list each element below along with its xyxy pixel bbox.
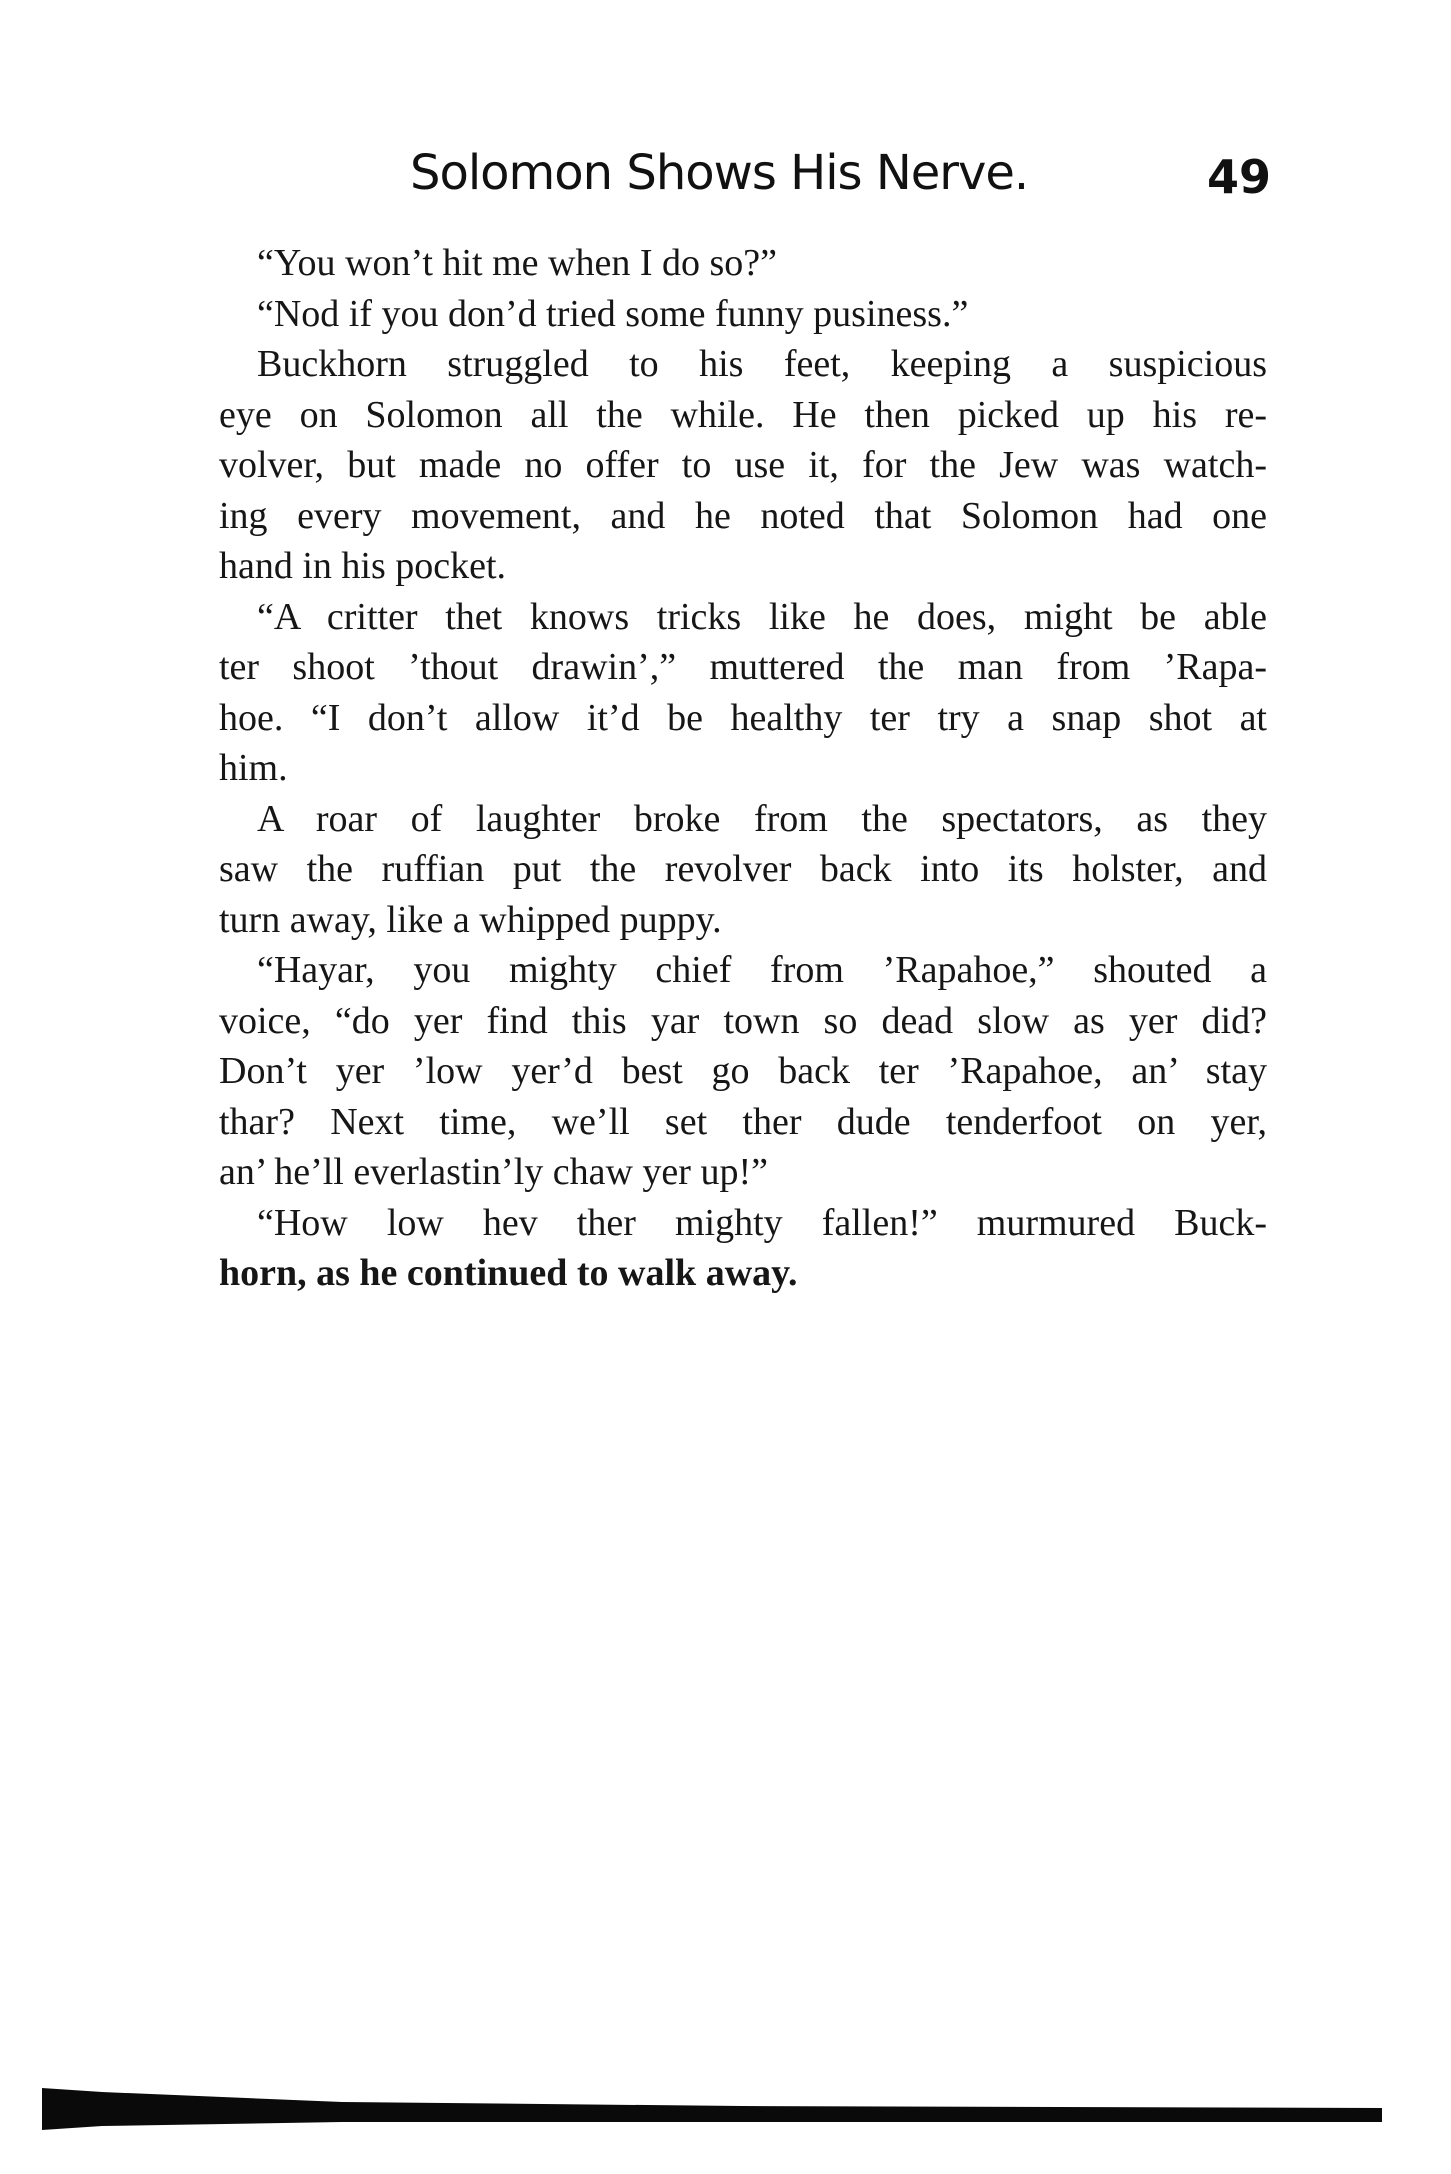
text-line: Don’t yer ’low yer’d best go back ter ’Rapahoe, an’ stay [219,1050,1267,1092]
running-title: Solomon Shows His Nerve. [410,145,1029,201]
text-line: A roar of laughter broke from the spectators, as they [257,797,1267,840]
text-line: eye on Solomon all the while. He then picked up his re- [219,393,1267,436]
text-line: “You won’t hit me when I do so?” [257,242,777,284]
text-line: “Hayar, you mighty chief from ’Rapahoe,” shouted a [257,949,1267,991]
text-line: ter shoot ’thout drawin’,” muttered the man from ’Rapa- [219,646,1267,688]
text-line: turn away, like a whipped puppy. [219,898,722,941]
text-line: an’ he’ll everlastin’ly chaw yer up!” [219,1151,768,1193]
text-line: “How low hev ther mighty fallen!” murmured Buck- [257,1201,1267,1244]
page-number: 49 [1207,150,1272,204]
text-line: “A critter thet knows tricks like he does, might be able [257,595,1267,638]
text-line: Buckhorn struggled to his feet, keeping a suspicious [257,343,1267,385]
text-line: saw the ruffian put the revolver back into its holster, and [219,848,1267,890]
text-line: “Nod if you don’d tried some funny pusiness.” [257,292,969,335]
body-text [219,238,1267,1299]
text-line: hoe. “I don’t allow it’d be healthy ter try a snap shot at [219,696,1267,739]
text-line: him. [219,747,288,789]
bottom-rule [42,2064,1382,2134]
text-line: voice, “do yer find this yar town so dead slow as yer did? [219,999,1267,1042]
text-line: thar? Next time, we’ll set ther dude tenderfoot on yer, [219,1100,1267,1143]
text-line: volver, but made no offer to use it, for the Jew was watch- [219,444,1267,486]
text-line: hand in his pocket. [219,545,507,587]
text-line: ing every movement, and he noted that Solomon had one [219,494,1267,537]
text-line: horn, as he continued to walk away. [219,1252,798,1294]
